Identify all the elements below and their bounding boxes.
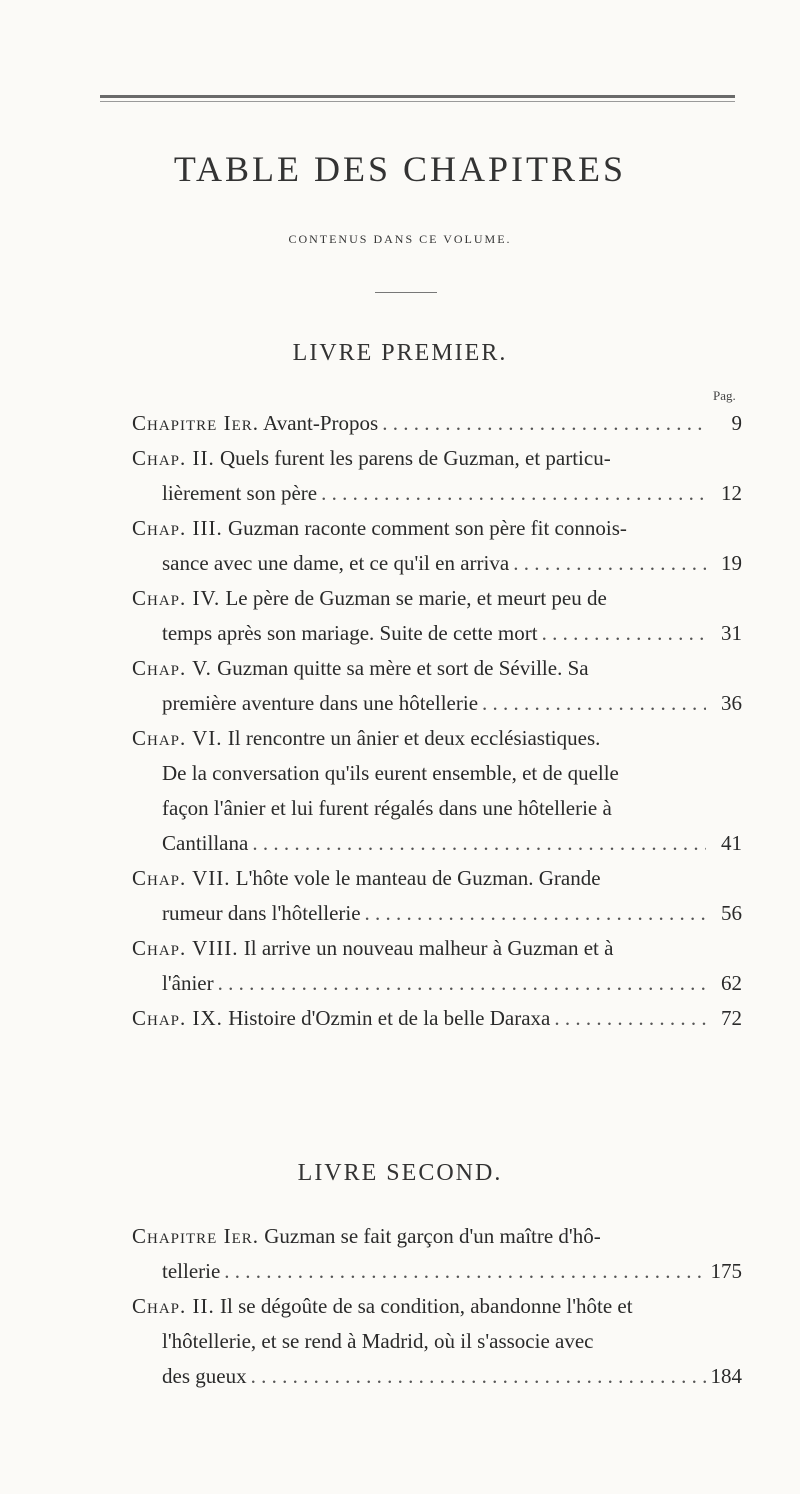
leader-dots (220, 1254, 706, 1289)
chapter-label: Chap. IX. (132, 1006, 223, 1030)
toc-entry (132, 651, 742, 721)
chapter-label: Chap. IV. (132, 586, 221, 610)
page-number: 62 (721, 971, 742, 995)
toc-entry (132, 581, 742, 651)
divider (375, 292, 437, 293)
page-subtitle: CONTENUS DANS CE VOLUME. (288, 232, 512, 246)
chapter-label: Chap. II. (132, 446, 215, 470)
page-number: 175 (710, 1259, 742, 1283)
toc-entry (132, 931, 742, 1001)
chapter-label: Chap. VII. (132, 866, 231, 890)
chapter-title-line: sance avec une dame, et ce qu'il en arriva (162, 551, 510, 575)
leader-dots (550, 1001, 706, 1036)
chapter-title-line: De la conversation qu'ils eurent ensemble, et de quelle (162, 761, 619, 785)
chapter-title-line: rumeur dans l'hôtellerie (162, 901, 361, 925)
toc-entry (132, 1289, 742, 1394)
chapter-title-line: l'ânier (162, 971, 214, 995)
page-number: 36 (721, 691, 742, 715)
page-title: TABLE DES CHAPITRES (173, 149, 627, 189)
chapter-label: Chap. VI. (132, 726, 223, 750)
chapter-title-line: Guzman quitte sa mère et sort de Séville. Sa (217, 656, 589, 680)
page-number: 9 (731, 411, 742, 435)
leader-dots (317, 476, 706, 511)
top-rule-thin (100, 101, 735, 102)
chapter-title-line: Guzman se fait garçon d'un maître d'hô- (264, 1224, 601, 1248)
page-number: 41 (721, 831, 742, 855)
chapter-title-line: première aventure dans une hôtellerie (162, 691, 479, 715)
leader-dots (538, 616, 706, 651)
chapter-title-line: tellerie (162, 1259, 221, 1283)
chapter-title-line: lièrement son père (162, 481, 318, 505)
top-rule (100, 95, 735, 98)
chapter-title-line: L'hôte vole le manteau de Guzman. Grande (235, 866, 601, 890)
chapter-label: Chap. VIII. (132, 936, 239, 960)
leader-dots (478, 686, 706, 721)
leader-dots (378, 406, 706, 441)
page-number: 56 (721, 901, 742, 925)
leader-dots (361, 896, 706, 931)
leader-dots (214, 966, 706, 1001)
page-number: 19 (721, 551, 742, 575)
chapter-label: Chap. V. (132, 656, 212, 680)
toc-entry (132, 721, 742, 861)
book1-heading: LIVRE PREMIER. (292, 340, 508, 366)
chapter-title-line: Histoire d'Ozmin et de la belle Daraxa (228, 1006, 551, 1030)
chapter-title-line: façon l'ânier et lui furent régalés dans une hôtellerie à (162, 796, 612, 820)
chapter-title-line: Il arrive un nouveau malheur à Guzman et à (243, 936, 614, 960)
chapter-label: Chapitre Ier. (132, 1224, 259, 1248)
chapter-label: Chap. II. (132, 1294, 215, 1318)
chapter-label: Chap. III. (132, 516, 223, 540)
toc-entry (132, 1001, 742, 1036)
page-number: 12 (721, 481, 742, 505)
chapter-title-line: Cantillana (162, 831, 249, 855)
toc-entry (132, 1219, 742, 1289)
leader-dots (247, 1359, 706, 1394)
chapter-title-line: Le père de Guzman se marie, et meurt peu de (225, 586, 607, 610)
toc-entry (132, 511, 742, 581)
page-number: 31 (721, 621, 742, 645)
chapter-title-line: Il rencontre un ânier et deux ecclésiastiques. (227, 726, 601, 750)
chapter-title-line: Guzman raconte comment son père fit connois- (228, 516, 627, 540)
chapter-title-line: l'hôtellerie, et se rend à Madrid, où il s'associe avec (162, 1329, 594, 1353)
toc-entry (132, 861, 742, 931)
leader-dots (509, 546, 706, 581)
page-number: 72 (721, 1006, 742, 1030)
toc-entry (132, 406, 742, 441)
chapter-title-line: temps après son mariage. Suite de cette mort (162, 621, 538, 645)
chapter-title-line: Avant-Propos (263, 411, 379, 435)
leader-dots (248, 826, 706, 861)
chapter-title-line: Quels furent les parens de Guzman, et particu- (220, 446, 611, 470)
book2-heading: LIVRE SECOND. (297, 1160, 503, 1186)
chapter-label: Chapitre Ier. (132, 411, 259, 435)
toc-entry (132, 441, 742, 511)
page-number: 184 (710, 1364, 742, 1388)
chapter-title-line: Il se dégoûte de sa condition, abandonne l'hôte et (220, 1294, 633, 1318)
page-column-label: Pag. (713, 388, 736, 403)
chapter-title-line: des gueux (162, 1364, 247, 1388)
